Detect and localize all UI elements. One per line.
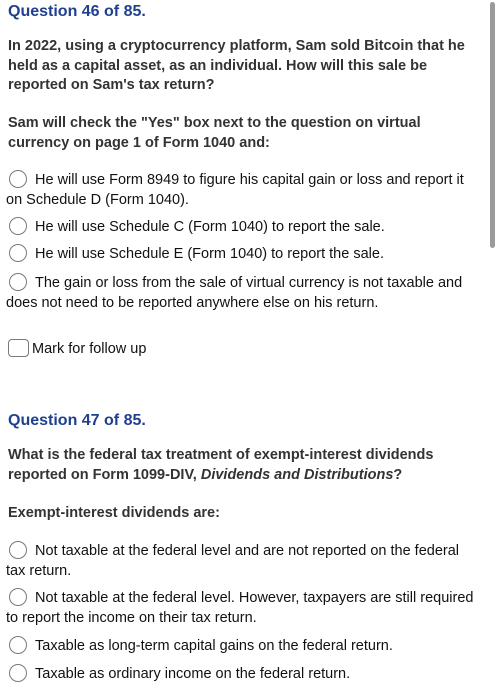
radio-button-icon[interactable] (9, 664, 27, 682)
q46-option-3-label: He will use Schedule E (Form 1040) to report the sale. (35, 246, 384, 262)
radio-button-icon[interactable] (9, 541, 27, 559)
question-47-text-suffix: ? (393, 466, 403, 483)
radio-button-icon[interactable] (9, 217, 27, 235)
question-47-instruction: Exempt-interest dividends are: (8, 505, 220, 521)
question-47-text-prefix: What is the federal tax treatment of exempt-interest dividends reported on Form 1099-DIV, (8, 447, 434, 483)
radio-button-icon[interactable] (9, 273, 27, 291)
q47-option-3[interactable] (6, 636, 482, 657)
q47-option-1-label: Not taxable at the federal level and are not reported on the federal tax return. (6, 543, 460, 579)
radio-button-icon[interactable] (9, 636, 27, 654)
q47-option-4[interactable] (6, 664, 482, 685)
q46-option-1-label: He will use Form 8949 to figure his capital gain or loss and report it on Schedule D (Form 1040). (6, 172, 464, 208)
radio-button-icon[interactable] (9, 170, 27, 188)
q46-option-2[interactable] (6, 217, 482, 238)
q47-option-4-label: Taxable as ordinary income on the federal return. (35, 666, 351, 682)
q47-option-3-label: Taxable as long-term capital gains on the federal return. (35, 638, 393, 654)
question-47-text-italic: Dividends and Distributions (200, 466, 394, 483)
mark-for-follow-up-label: Mark for follow up (32, 341, 147, 357)
q46-option-1[interactable] (6, 170, 482, 210)
q47-option-1[interactable] (6, 541, 482, 581)
scrollbar[interactable] (490, 2, 495, 248)
q47-option-2-label: Not taxable at the federal level. However, taxpayers are still required to report the income on their tax return. (6, 590, 474, 626)
q46-option-4[interactable] (6, 273, 482, 313)
q47-option-2[interactable] (6, 588, 482, 628)
q46-option-4-label: The gain or loss from the sale of virtual currency is not taxable and does not need to be reported anywhere else on his return. (6, 275, 463, 311)
mark-for-follow-up[interactable] (8, 339, 146, 359)
checkbox-icon[interactable] (8, 339, 29, 357)
question-46-header: Question 46 of 85. (8, 3, 146, 20)
q46-option-2-label: He will use Schedule C (Form 1040) to report the sale. (35, 219, 385, 235)
q46-option-3[interactable] (6, 244, 482, 265)
question-47-text (8, 446, 482, 485)
radio-button-icon[interactable] (9, 244, 27, 262)
question-47-header: Question 47 of 85. (8, 412, 146, 429)
question-46-instruction: Sam will check the "Yes" box next to the question on virtual currency on page 1 of Form 1040 and: (8, 115, 421, 151)
question-46-text: In 2022, using a cryptocurrency platform, Sam sold Bitcoin that he held as a capital asset, as an individual. How will this sale be reported on Sam's tax return? (8, 38, 465, 93)
radio-button-icon[interactable] (9, 588, 27, 606)
